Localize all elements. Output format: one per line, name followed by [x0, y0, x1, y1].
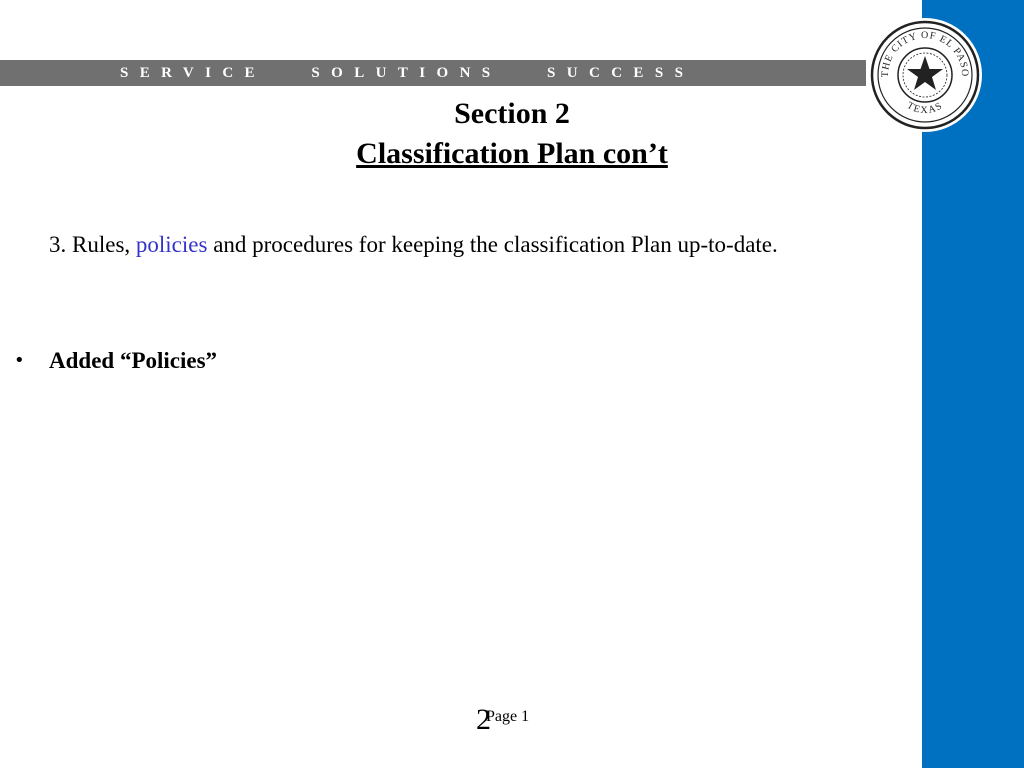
slide-title	[0, 94, 1024, 174]
bullet-text: Added “Policies”	[49, 348, 218, 373]
bullet-glyph: •	[14, 350, 25, 371]
tagline-text: SERVICE SOLUTIONS SUCCESS	[120, 65, 695, 81]
body-highlight-word: policies	[135, 232, 208, 257]
body-suffix: and procedures for keeping the classification Plan up-to-date.	[207, 232, 778, 257]
body-paragraph	[49, 228, 909, 262]
title-line-2: Classification Plan con’t	[356, 137, 668, 170]
seal-top-text: THE CITY OF EL PASO	[879, 29, 971, 78]
bullet-item	[14, 344, 217, 378]
slide-number: 2	[476, 703, 491, 736]
title-line-1: Section 2	[454, 97, 570, 130]
seal-bottom-text: TEXAS	[904, 100, 946, 117]
body-prefix: 3. Rules,	[49, 232, 136, 257]
page-label: Page 1	[486, 708, 530, 725]
